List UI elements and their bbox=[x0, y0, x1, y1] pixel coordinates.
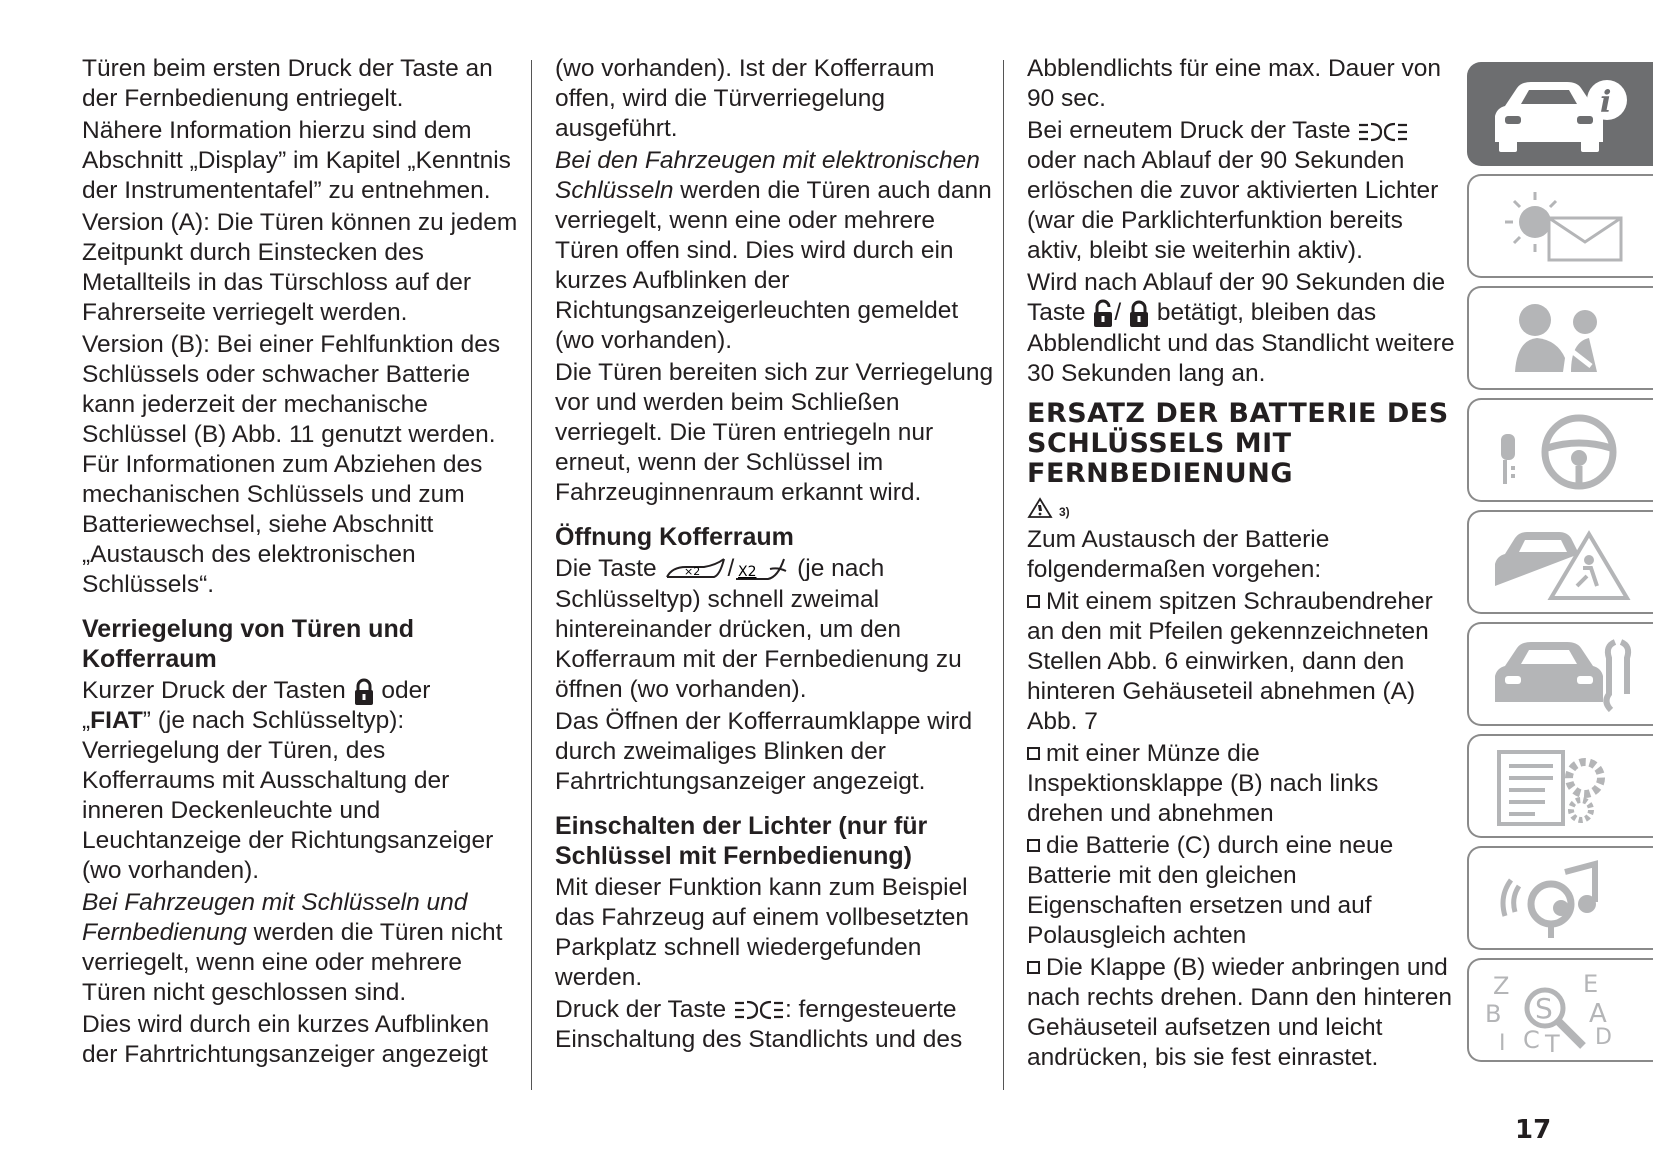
section-heading: ERSATZ DER BATTERIE DES SCHLÜSSELS MIT FERNBEDIENUNG bbox=[1027, 397, 1449, 489]
text: : ferngesteuerte Einschaltung des Standlichts und des bbox=[555, 995, 963, 1053]
tab-warning-lights[interactable] bbox=[1467, 174, 1653, 278]
paragraph: Die Türen bereiten sich zur Verriegelung vor und werden beim Schließen verriegelt. Die Türen entriegeln nur erneut, wenn der Schlüssel im Fahrzeuginnenraum erkannt wird. bbox=[555, 359, 994, 506]
emergency-icon bbox=[1485, 520, 1635, 606]
paragraph: Zum Austausch der Batterie folgendermaßen vorgehen: bbox=[1027, 525, 1330, 583]
list-item bbox=[1027, 953, 1457, 1073]
tab-starting-driving[interactable] bbox=[1467, 398, 1653, 502]
text: Druck der Taste bbox=[555, 995, 727, 1023]
checkbox-bullet-icon bbox=[1027, 839, 1040, 852]
tab-index[interactable] bbox=[1467, 958, 1653, 1062]
maintenance-icon bbox=[1485, 632, 1635, 718]
paragraph bbox=[555, 146, 995, 356]
parking-lights-icon bbox=[733, 998, 785, 1022]
paragraph: Abblendlichts für eine max. Dauer von 90 sec. bbox=[1027, 55, 1441, 112]
text: mit einer Münze die Inspektionsklappe (B) nach links drehen und abnehmen bbox=[1027, 739, 1379, 827]
trunk-double-press-icon bbox=[664, 555, 728, 585]
index-letter: D bbox=[1595, 1025, 1612, 1050]
index-icon bbox=[1485, 968, 1635, 1054]
index-letter: A bbox=[1589, 999, 1607, 1029]
text: die Batterie (C) durch eine neue Batterie mit den gleichen Eigenschaften ersetzen und auf Polausgleich achten bbox=[1027, 831, 1394, 949]
x2-label: ×2 bbox=[683, 564, 700, 578]
text: ” (je nach Schlüsseltyp): Verriegelung der Türen, des Kofferraums mit Ausschaltung der inneren Deckenleuchte und Leuchtanzeige der Richtungsanzeiger (wo vorhanden). bbox=[82, 707, 494, 884]
fiat-label: FIAT bbox=[90, 707, 143, 734]
index-letter: I bbox=[1499, 1031, 1506, 1054]
safety-icon bbox=[1485, 296, 1635, 382]
text: Kurzer Druck der Tasten bbox=[82, 677, 346, 704]
list-item bbox=[1027, 831, 1457, 951]
lock-icon bbox=[1128, 300, 1150, 328]
column-divider-2 bbox=[1003, 60, 1004, 1090]
text: oder nach Ablauf der 90 Sekunden erlöschen die zuvor aktivierten Lichter (war die Parklichterfunktion bereits aktiv, bleibt sie weiterhin aktiv). bbox=[1027, 147, 1439, 264]
paragraph: Mit dieser Funktion kann zum Beispiel das Fahrzeug auf einem vollbesetzten Parkplatz schnell wiedergefunden werden. bbox=[555, 873, 970, 991]
paragraph bbox=[82, 676, 522, 886]
text: werden die Türen nicht verriegelt, wenn eine oder mehrere Türen nicht geschlossen sind. bbox=[82, 919, 503, 1006]
checkbox-bullet-icon bbox=[1027, 961, 1040, 974]
paragraph: (wo vorhanden). Ist der Kofferraum offen, wird die Türverriegelung ausgeführt. bbox=[555, 55, 935, 142]
text: werden die Türen auch dann verriegelt, wenn eine oder mehrere Türen offen sind. Dies wird durch ein kurzes Aufblinken der Richtungsanzeigerleuchten gemeldet (wo vorhanden). bbox=[555, 177, 992, 354]
text: (je nach Schlüsseltyp) schnell zweimal hintereinander drücken, um den Kofferraum mit der Fernbedienung zu öffnen (wo vorhanden). bbox=[555, 555, 962, 703]
warning-triangle-icon bbox=[1027, 497, 1053, 519]
parking-lights-icon bbox=[1357, 120, 1409, 144]
tab-safety[interactable] bbox=[1467, 286, 1653, 390]
steering-wheel-icon bbox=[1485, 408, 1635, 494]
technical-data-icon bbox=[1485, 744, 1635, 830]
tab-multimedia[interactable] bbox=[1467, 846, 1653, 950]
page-number: 17 bbox=[1515, 1115, 1552, 1145]
text-column-2 bbox=[555, 54, 995, 1057]
italic-text: Bei den Fahrzeugen mit elektronischen Schlüsseln bbox=[555, 147, 980, 204]
paragraph: Version (A): Die Türen können zu jedem Zeitpunkt durch Einstecken des Metallteils in das Türschloss auf der Fahrerseite verriegelt werden. bbox=[82, 209, 518, 326]
lock-icon bbox=[353, 678, 375, 706]
list-item bbox=[1027, 587, 1457, 737]
text: Die Taste bbox=[555, 555, 657, 582]
text: betätigt, bleiben das Abblendlicht und das Standlicht weitere 30 Sekunden lang an. bbox=[1027, 299, 1455, 387]
text: Mit einem spitzen Schraubendreher an den mit Pfeilen gekennzeichneten Stellen Abb. 6 einwirken, dann den hinteren Gehäuseteil abnehmen (A) Abb. 7 bbox=[1027, 587, 1433, 735]
paragraph: Nähere Information hierzu sind dem Abschnitt „Display” im Kapitel „Kenntnis der Instrumententafel” zu entnehmen. bbox=[82, 117, 511, 204]
warning-reference bbox=[1027, 493, 1457, 523]
tab-emergency[interactable] bbox=[1467, 510, 1653, 614]
text: Bei erneutem Druck der Taste bbox=[1027, 117, 1351, 144]
paragraph: Version (B): Bei einer Fehlfunktion des Schlüssels oder schwacher Batterie kann jederzeit der mechanische Schlüssel (B) Abb. 11 genutzt werden. Für Informationen zum Abziehen des mechanischen Schlüssels und zum Batteriewechsel, siehe Abschnitt „Austausch des elektronischen Schlüssels“. bbox=[82, 331, 501, 598]
text-column-3 bbox=[1027, 54, 1457, 1075]
tab-maintenance[interactable] bbox=[1467, 622, 1653, 726]
x2-label: X2 bbox=[738, 563, 757, 580]
index-letter: E bbox=[1583, 970, 1599, 998]
section-heading: Verriegelung von Türen und Kofferraum bbox=[82, 615, 414, 673]
text: oder bbox=[381, 677, 431, 704]
paragraph bbox=[1027, 116, 1457, 266]
list-item bbox=[1027, 739, 1457, 829]
text-column-1 bbox=[82, 54, 522, 1072]
text: Wird nach Ablauf der 90 Sekunden die Taste bbox=[1027, 269, 1446, 326]
multimedia-icon bbox=[1485, 856, 1635, 942]
paragraph: Dies wird durch ein kurzes Aufblinken der Fahrtrichtungsanzeiger angezeigt bbox=[82, 1011, 490, 1068]
text: / bbox=[727, 555, 735, 582]
car-info-icon bbox=[1485, 72, 1635, 158]
tab-car-info[interactable] bbox=[1467, 62, 1653, 166]
paragraph: Das Öffnen der Kofferraumklappe wird durch zweimaliges Blinken der Fahrtrichtungsanzeiger angezeigt. bbox=[555, 707, 973, 795]
svg-text:S: S bbox=[1535, 992, 1553, 1025]
text: Die Klappe (B) wieder anbringen und nach rechts drehen. Dann den hinteren Gehäuseteil aufsetzen und leicht andrücken, bis sie fest einrastet. bbox=[1027, 953, 1452, 1071]
italic-text: Bei Fahrzeugen mit Schlüsseln und Fernbedienung bbox=[82, 889, 468, 946]
warning-lights-icon bbox=[1485, 184, 1635, 270]
paragraph bbox=[555, 995, 995, 1055]
paragraph bbox=[82, 888, 522, 1008]
svg-text:i: i bbox=[1600, 85, 1612, 120]
index-letter: C bbox=[1523, 1026, 1540, 1054]
tab-technical-data[interactable] bbox=[1467, 734, 1653, 838]
column-divider-1 bbox=[531, 60, 532, 1090]
paragraph bbox=[1027, 268, 1457, 389]
paragraph: Türen beim ersten Druck der Taste an der Fernbedienung entriegelt. bbox=[82, 55, 493, 112]
section-heading: Einschalten der Lichter (nur für Schlüssel mit Fernbedienung) bbox=[555, 811, 928, 870]
index-letter: T bbox=[1545, 1030, 1560, 1054]
index-letter: Z bbox=[1493, 972, 1510, 1000]
paragraph bbox=[555, 554, 995, 705]
checkbox-bullet-icon bbox=[1027, 747, 1040, 760]
unlock-icon bbox=[1092, 299, 1114, 329]
text: „ bbox=[82, 707, 91, 734]
warning-ref-number: 3) bbox=[1059, 504, 1070, 519]
section-heading: Öffnung Kofferraum bbox=[555, 523, 794, 551]
trunk-open-icon bbox=[734, 555, 790, 585]
index-letter: B bbox=[1485, 1000, 1502, 1028]
checkbox-bullet-icon bbox=[1027, 595, 1040, 608]
text: / bbox=[1114, 299, 1122, 326]
